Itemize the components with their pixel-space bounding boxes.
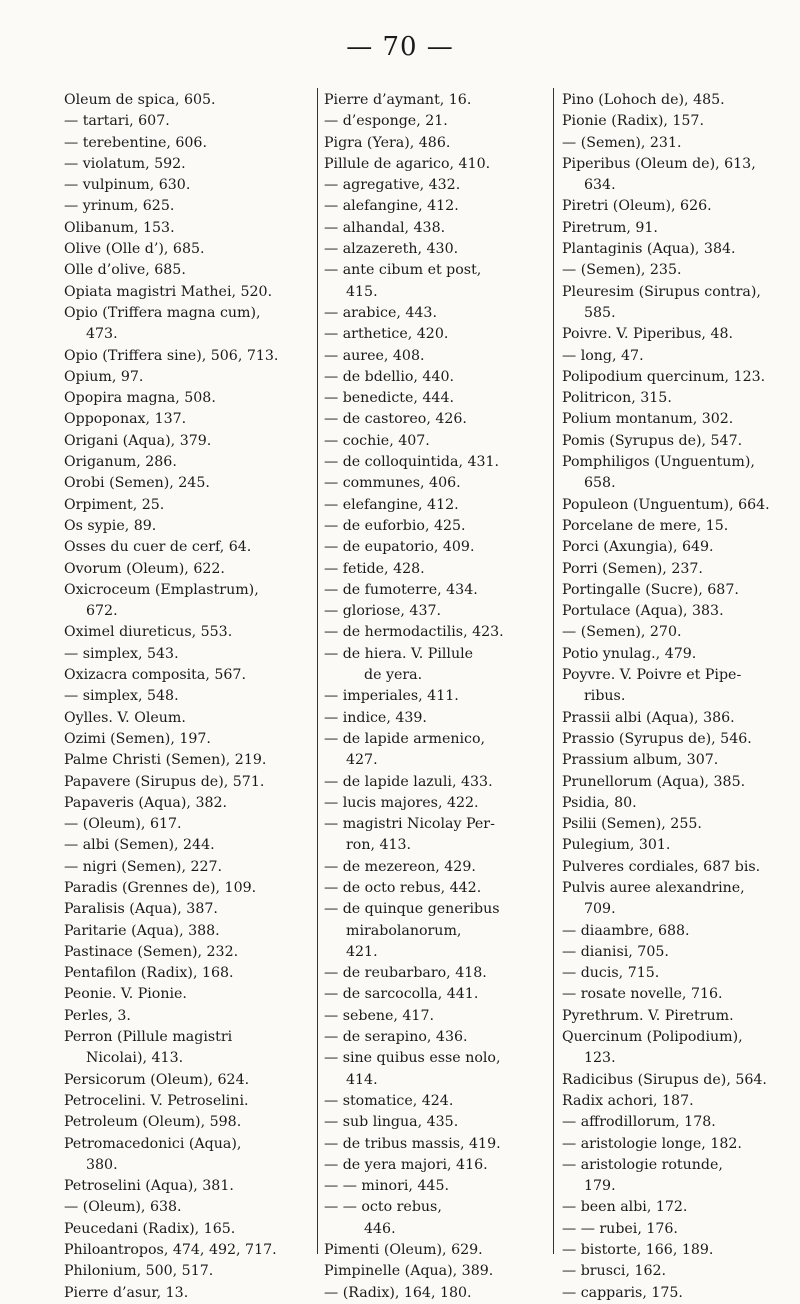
index-entry: Nicolai), 413. xyxy=(86,1050,184,1067)
index-entry: Orobi (Semen), 245. xyxy=(64,475,210,492)
index-entry: Porri (Semen), 237. xyxy=(562,560,703,577)
index-entry: Ovorum (Oleum), 622. xyxy=(64,560,225,577)
index-entry: Petromacedonici (Aqua), xyxy=(64,1135,242,1152)
index-entry: — stomatice, 424. xyxy=(324,1092,454,1109)
index-entry: Politricon, 315. xyxy=(562,390,672,407)
index-entry: — gloriose, 437. xyxy=(324,603,442,620)
index-entry: — de colloquintida, 431. xyxy=(324,454,500,471)
index-entry: Olibanum, 153. xyxy=(64,219,175,236)
index-entry: Polium montanum, 302. xyxy=(562,411,734,428)
index-entry: Perles, 3. xyxy=(64,1007,131,1024)
index-entry: — yrinum, 625. xyxy=(64,198,175,215)
index-entry: mirabolanorum, xyxy=(346,922,462,939)
index-entry: Origani (Aqua), 379. xyxy=(64,432,212,449)
index-entry: Opio (Triffera magna cum), xyxy=(64,304,261,321)
index-entry: 123. xyxy=(584,1050,616,1067)
index-entry: Pulvis auree alexandrine, xyxy=(562,879,745,896)
index-entry: Peonie. V. Pionie. xyxy=(64,986,187,1003)
index-entry: — de eupatorio, 409. xyxy=(324,539,475,556)
index-entry: 473. xyxy=(86,326,118,343)
index-entry: Portulace (Aqua), 383. xyxy=(562,603,724,620)
index-entry: — (Radix), 164, 180. xyxy=(324,1284,472,1301)
index-entry: Oylles. V. Oleum. xyxy=(64,709,186,726)
index-entry: Os sypie, 89. xyxy=(64,517,157,534)
index-entry: Papavere (Sirupus de), 571. xyxy=(64,773,265,790)
index-entry: Prassio (Syrupus de), 546. xyxy=(562,730,752,747)
index-column-1 xyxy=(64,90,308,1304)
index-entry: 415. xyxy=(346,283,378,300)
index-entry: — alzazereth, 430. xyxy=(324,241,459,258)
index-entry: 709. xyxy=(584,901,616,918)
index-entry: — de lapide lazuli, 433. xyxy=(324,773,493,790)
index-entry: Oximel diureticus, 553. xyxy=(64,624,233,641)
index-entry: Opium, 97. xyxy=(64,368,144,385)
index-entry: Prassium album, 307. xyxy=(562,752,719,769)
index-entry: — de quinque generibus xyxy=(324,901,500,918)
index-entry: — imperiales, 411. xyxy=(324,688,459,705)
index-entry: Piretri (Oleum), 626. xyxy=(562,198,712,215)
index-entry: Porci (Axungia), 649. xyxy=(562,539,714,556)
index-entry: Pimpinelle (Aqua), 389. xyxy=(324,1263,494,1280)
index-entry: — terebentine, 606. xyxy=(64,134,207,151)
index-entry: ron, 413. xyxy=(346,837,412,854)
index-entry: — de sarcocolla, 441. xyxy=(324,986,479,1003)
index-entry: — simplex, 543. xyxy=(64,645,179,662)
index-entry: — magistri Nicolay Per- xyxy=(324,816,495,833)
index-entry: — fetide, 428. xyxy=(324,560,425,577)
index-entry: Pigra (Yera), 486. xyxy=(324,134,451,151)
index-entry: — communes, 406. xyxy=(324,475,461,492)
index-entry: Osses du cuer de cerf, 64. xyxy=(64,539,252,556)
index-entry: 414. xyxy=(346,1071,378,1088)
index-entry: — sine quibus esse nolo, xyxy=(324,1050,501,1067)
index-entry: Orpiment, 25. xyxy=(64,496,165,513)
index-entry: — ducis, 715. xyxy=(562,965,660,982)
index-entry: Psidia, 80. xyxy=(562,794,637,811)
index-entry: — de lapide armenico, xyxy=(324,730,486,747)
index-entry: — (Semen), 231. xyxy=(562,134,682,151)
index-entry: Pierre d’aymant, 16. xyxy=(324,92,472,108)
index-entry: — — rubei, 176. xyxy=(562,1220,678,1237)
index-entry: Palme Christi (Semen), 219. xyxy=(64,752,267,769)
index-entry: Oppoponax, 137. xyxy=(64,411,187,428)
index-entry: — ante cibum et post, xyxy=(324,262,482,279)
index-entry: — vulpinum, 630. xyxy=(64,177,191,194)
index-entry: — (Oleum), 638. xyxy=(64,1199,182,1216)
index-entry: Peucedani (Radix), 165. xyxy=(64,1220,236,1237)
index-entry: 427. xyxy=(346,752,378,769)
index-entry: Polipodium quercinum, 123. xyxy=(562,368,766,385)
index-entry: — arabice, 443. xyxy=(324,304,437,321)
index-entry: — sebene, 417. xyxy=(324,1007,434,1024)
index-entry: — lucis majores, 422. xyxy=(324,794,479,811)
index-entry: Pentafilon (Radix), 168. xyxy=(64,965,234,982)
index-entry: — de mezereon, 429. xyxy=(324,858,476,875)
index-entry: — sub lingua, 435. xyxy=(324,1114,459,1131)
index-entry: — (Oleum), 617. xyxy=(64,816,182,833)
index-entry: Pierre d’asur, 13. xyxy=(64,1284,189,1301)
index-entry: — albi (Semen), 244. xyxy=(64,837,215,854)
index-entry: Pino (Lohoch de), 485. xyxy=(562,92,725,108)
index-entry: — de hiera. V. Pillule xyxy=(324,645,474,662)
index-entry: Olle d’olive, 685. xyxy=(64,262,186,279)
index-entry: 380. xyxy=(86,1156,118,1173)
index-entry: 179. xyxy=(584,1178,616,1195)
index-entry: Plantaginis (Aqua), 384. xyxy=(562,241,736,258)
index-entry: — bistorte, 166, 189. xyxy=(562,1242,714,1259)
index-entry: 658. xyxy=(584,475,616,492)
index-entry: — de castoreo, 426. xyxy=(324,411,467,428)
index-entry: Portingalle (Sucre), 687. xyxy=(562,581,739,598)
index-entry: Pleuresim (Sirupus contra), xyxy=(562,283,761,300)
index-entry: Pillule de agarico, 410. xyxy=(324,155,491,172)
index-entry: Perron (Pillule magistri xyxy=(64,1029,233,1046)
index-entry: — rosate novelle, 716. xyxy=(562,986,723,1003)
index-entry: Paralisis (Aqua), 387. xyxy=(64,901,218,918)
index-entry: — de serapino, 436. xyxy=(324,1029,468,1046)
index-entry: — de hermodactilis, 423. xyxy=(324,624,504,641)
index-column-2 xyxy=(324,90,546,1304)
index-entry: Potio ynulag., 479. xyxy=(562,645,697,662)
index-entry: Philoantropos, 474, 492, 717. xyxy=(64,1242,277,1259)
index-entry: Philonium, 500, 517. xyxy=(64,1263,214,1280)
index-entry: Papaveris (Aqua), 382. xyxy=(64,794,228,811)
index-entry: — d’esponge, 21. xyxy=(324,113,448,130)
index-entry: — — octo rebus, xyxy=(324,1199,442,1216)
index-entry: Pulveres cordiales, 687 bis. xyxy=(562,858,761,875)
index-entry: — — minori, 445. xyxy=(324,1178,449,1195)
index-entry: — capparis, 175. xyxy=(562,1284,683,1301)
index-entry: ribus. xyxy=(584,688,626,705)
index-entry: Opopira magna, 508. xyxy=(64,390,216,407)
index-entry: Quercinum (Polipodium), xyxy=(562,1029,743,1046)
index-entry: — violatum, 592. xyxy=(64,155,186,172)
column-rule-right xyxy=(553,88,554,1254)
index-entry: Petroleum (Oleum), 598. xyxy=(64,1114,242,1131)
index-entry: Paradis (Grennes de), 109. xyxy=(64,879,257,896)
index-entry: — tartari, 607. xyxy=(64,113,170,130)
index-entry: — indice, 439. xyxy=(324,709,427,726)
index-entry: Petrocelini. V. Petroselini. xyxy=(64,1092,249,1109)
index-entry: Paritarie (Aqua), 388. xyxy=(64,922,220,939)
index-entry: — alefangine, 412. xyxy=(324,198,459,215)
index-entry: — affrodillorum, 178. xyxy=(562,1114,716,1131)
index-entry: Oxicroceum (Emplastrum), xyxy=(64,581,259,598)
index-entry: Ozimi (Semen), 197. xyxy=(64,730,211,747)
index-entry: Pionie (Radix), 157. xyxy=(562,113,704,130)
index-entry: Piretrum, 91. xyxy=(562,219,658,236)
index-entry: Populeon (Unguentum), 664. xyxy=(562,496,770,513)
index-entry: Porcelane de mere, 15. xyxy=(562,517,729,534)
index-entry: Opiata magistri Mathei, 520. xyxy=(64,283,273,300)
index-entry: Pomphiligos (Unguentum), xyxy=(562,454,755,471)
index-entry: — dianisi, 705. xyxy=(562,943,669,960)
index-entry: — de yera majori, 416. xyxy=(324,1156,488,1173)
index-entry: Prassii albi (Aqua), 386. xyxy=(562,709,735,726)
index-entry: de yera. xyxy=(364,667,423,684)
index-entry: — diaambre, 688. xyxy=(562,922,690,939)
column-rule-left xyxy=(317,88,318,1254)
index-entry: Olive (Olle d’), 685. xyxy=(64,241,205,258)
index-entry: Poyvre. V. Poivre et Pipe- xyxy=(562,667,742,684)
index-entry: — brusci, 162. xyxy=(562,1263,667,1280)
index-entry: Pastinace (Semen), 232. xyxy=(64,943,239,960)
index-entry: — simplex, 548. xyxy=(64,688,179,705)
index-entry: — agregative, 432. xyxy=(324,177,461,194)
index-entry: — (Semen), 270. xyxy=(562,624,682,641)
index-entry: Radix achori, 187. xyxy=(562,1092,694,1109)
index-entry: Origanum, 286. xyxy=(64,454,177,471)
index-entry: Pulegium, 301. xyxy=(562,837,671,854)
index-entry: Radicibus (Sirupus de), 564. xyxy=(562,1071,767,1088)
index-entry: Pomis (Syrupus de), 547. xyxy=(562,432,743,449)
index-entry: Persicorum (Oleum), 624. xyxy=(64,1071,250,1088)
index-entry: — been albi, 172. xyxy=(562,1199,688,1216)
index-entry: — long, 47. xyxy=(562,347,644,364)
index-entry: — alhandal, 438. xyxy=(324,219,446,236)
index-entry: — auree, 408. xyxy=(324,347,425,364)
index-entry: — de fumoterre, 434. xyxy=(324,581,478,598)
index-entry: — de octo rebus, 442. xyxy=(324,879,482,896)
index-entry: — de reubarbaro, 418. xyxy=(324,965,487,982)
index-entry: Poivre. V. Piperibus, 48. xyxy=(562,326,734,343)
index-entry: — de bdellio, 440. xyxy=(324,368,455,385)
index-entry: Oleum de spica, 605. xyxy=(64,92,216,108)
index-entry: Psilii (Semen), 255. xyxy=(562,816,702,833)
index-entry: Pimenti (Oleum), 629. xyxy=(324,1242,483,1259)
index-entry: — elefangine, 412. xyxy=(324,496,459,513)
index-entry: 634. xyxy=(584,177,616,194)
index-entry: — aristologie rotunde, xyxy=(562,1156,723,1173)
index-entry: — (Semen), 235. xyxy=(562,262,682,279)
index-entry: Pyrethrum. V. Piretrum. xyxy=(562,1007,734,1024)
index-entry: — de tribus massis, 419. xyxy=(324,1135,501,1152)
index-entry: — cochie, 407. xyxy=(324,432,430,449)
index-entry: 672. xyxy=(86,603,118,620)
index-entry: 585. xyxy=(584,304,616,321)
index-entry: Oxizacra composita, 567. xyxy=(64,667,246,684)
index-entry: Petroselini (Aqua), 381. xyxy=(64,1178,234,1195)
index-entry: — de euforbio, 425. xyxy=(324,517,466,534)
index-entry: — nigri (Semen), 227. xyxy=(64,858,223,875)
index-entry: Piperibus (Oleum de), 613, xyxy=(562,155,756,172)
index-entry: Prunellorum (Aqua), 385. xyxy=(562,773,746,790)
index-entry: — benedicte, 444. xyxy=(324,390,454,407)
index-entry: — arthetice, 420. xyxy=(324,326,449,343)
page-header: — 70 — xyxy=(346,32,454,62)
index-entry: 446. xyxy=(364,1220,396,1237)
index-entry: 421. xyxy=(346,943,378,960)
index-entry: Opio (Triffera sine), 506, 713. xyxy=(64,347,279,364)
index-column-3 xyxy=(562,90,786,1304)
index-entry: — aristologie longe, 182. xyxy=(562,1135,742,1152)
